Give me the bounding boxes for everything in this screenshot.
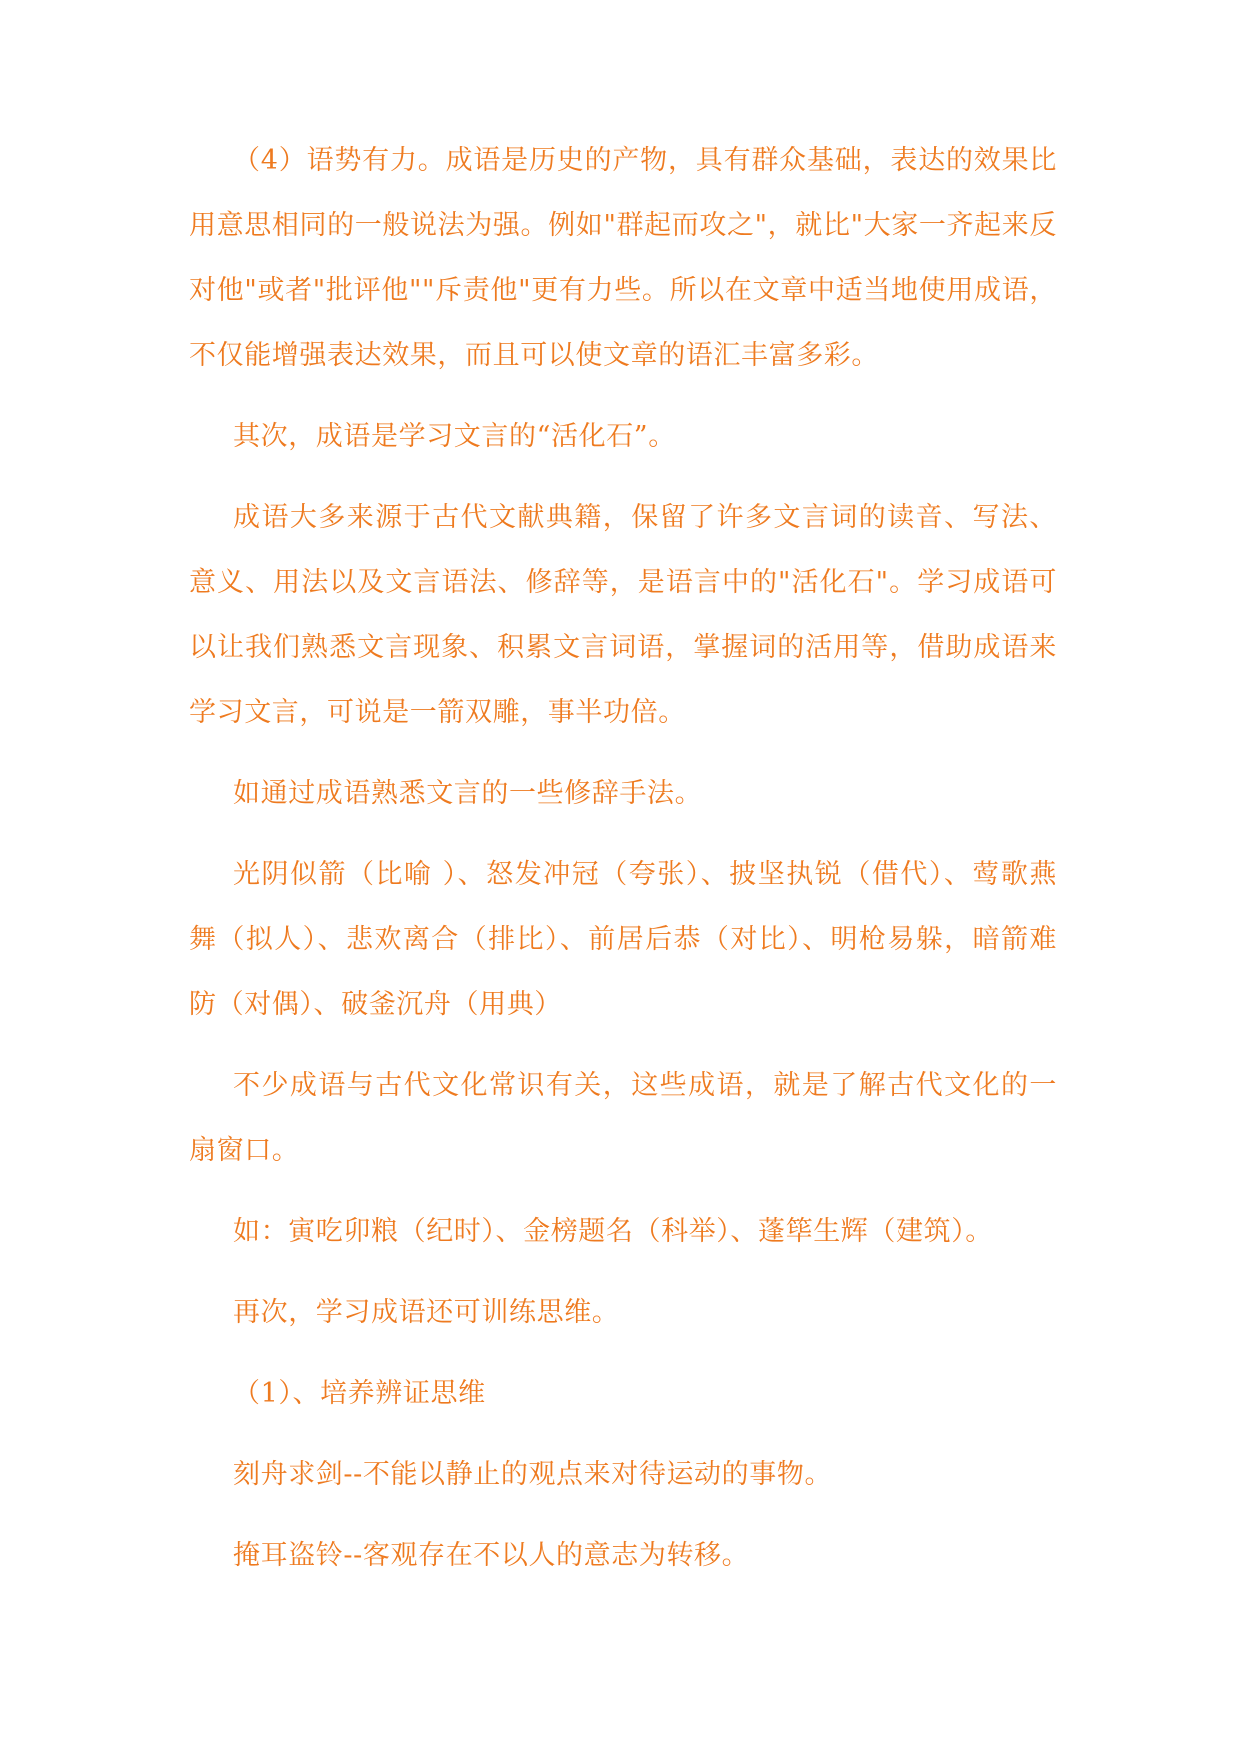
paragraph-momentum: （4）语势有力。成语是历史的产物，具有群众基础，表达的效果比用意思相同的一般说法为强。例如"群起而攻之"，就比"大家一齐起来反对他"或者"批评他""斥责他"更有力些。所以在文章中适当地使用成语，不仅能增强表达效果，而且可以使文章的语汇丰富多彩。 (189, 145, 1057, 371)
paragraph-living-fossil-body: 成语大多来源于古代文献典籍，保留了许多文言词的读音、写法、意义、用法以及文言语法、修辞等，是语言中的"活化石"。学习成语可以让我们熟悉文言现象、积累文言词语，掌握词的活用等，借助成语来学习文言，可说是一箭双雕，事半功倍。 (189, 502, 1057, 728)
paragraph-example-boat-sword: 刻舟求剑--不能以静止的观点来对待运动的事物。 (233, 1459, 833, 1490)
top-margin (189, 0, 1057, 128)
paragraph-culture-intro: 不少成语与古代文化常识有关，这些成语，就是了解古代文化的一扇窗口。 (189, 1070, 1057, 1166)
paragraph-living-fossil-heading: 其次，成语是学习文言的“活化石”。 (233, 421, 676, 452)
paragraph-dialectic-heading: （1）、培养辨证思维 (233, 1378, 486, 1409)
paragraph-rhetoric-intro: 如通过成语熟悉文言的一些修辞手法。 (233, 778, 703, 809)
paragraph-rhetoric-examples: 光阴似箭（比喻 ）、怒发冲冠（夸张）、披坚执锐（借代）、莺歌燕舞（拟人）、悲欢离合（排比）、前居后恭（对比）、明枪易躲，暗箭难防（对偶）、破釜沉舟（用典） (189, 859, 1057, 1020)
paragraph-culture-examples: 如：寅吃卯粮（纪时）、金榜题名（科举）、蓬筚生辉（建筑）。 (233, 1216, 993, 1247)
document-page (189, 0, 1057, 1753)
paragraph-example-bell: 掩耳盗铃--客观存在不以人的意志为转移。 (233, 1540, 750, 1571)
paragraph-thinking-heading: 再次，学习成语还可训练思维。 (233, 1297, 620, 1328)
